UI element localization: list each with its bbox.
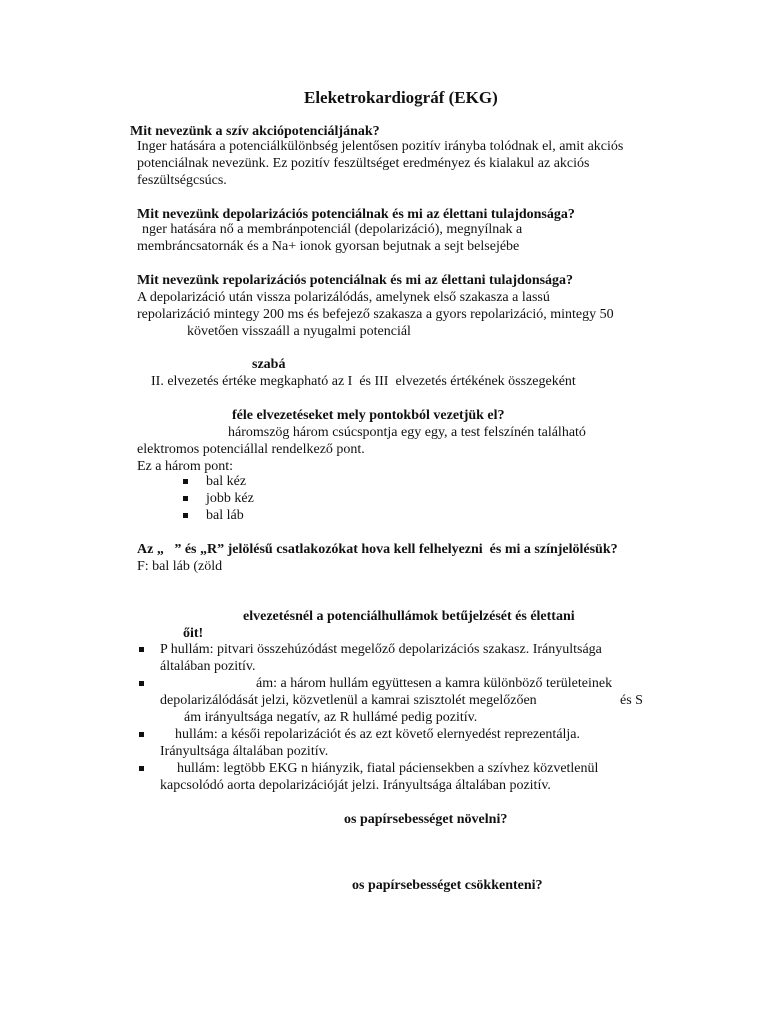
- list-item: hullám: legtöbb EKG n hiányzik, fiatal páciensekben a szívhez közvetlenül: [177, 761, 599, 776]
- answer-line: F: bal láb (zöld: [137, 559, 223, 574]
- answer-line: feszültségcsúcs.: [137, 173, 227, 188]
- question-waves-cont: őit!: [183, 626, 204, 641]
- bullet-square-icon: [139, 732, 144, 737]
- list-item: általában pozitív.: [160, 659, 256, 674]
- list-item: depolarizálódását jelzi, közvetlenül a kamrai szisztolét megelőzően: [160, 693, 537, 708]
- list-item: ám irányultsága negatív, az R hullámé pedig pozitív.: [184, 710, 478, 725]
- answer-line: elektromos potenciállal rendelkező pont.: [137, 442, 365, 457]
- bullet-square-icon: [183, 513, 188, 518]
- answer-line: repolarizáció mintegy 200 ms és befejező szakasza a gyors repolarizáció, mintegy 50: [137, 307, 614, 322]
- answer-line: Ez a három pont:: [137, 459, 234, 474]
- list-item: kapcsolódó aorta depolarizációját jelzi. Irányultsága általában pozitív.: [160, 778, 551, 793]
- bullet-square-icon: [183, 496, 188, 501]
- bullet-square-icon: [183, 479, 188, 484]
- answer-line: A depolarizáció után vissza polarizálódás, amelynek első szakasza a lassú: [137, 290, 550, 305]
- list-item: hullám: a késői repolarizációt és az ezt követő elernyedést reprezentálja.: [175, 727, 581, 742]
- question-depolarization: Mit nevezünk depolarizációs potenciálnak és mi az élettani tulajdonsága?: [137, 207, 575, 222]
- question-waves: elvezetésnél a potenciálhullámok betűjelzését és élettani: [243, 609, 575, 624]
- list-item: ám: a három hullám együttesen a kamra különböző területeinek: [256, 676, 613, 691]
- answer-line: háromszög három csúcspontja egy egy, a test felszínén található: [228, 425, 586, 440]
- answer-line: II. elvezetés értéke megkapható az I és III elvezetés értékének összegeként: [151, 374, 576, 389]
- question-lead-points: féle elvezetéseket mely pontokból vezetjük el?: [232, 408, 505, 423]
- question-action-potential: Mit nevezünk a szív akciópotenciáljának?: [130, 124, 380, 139]
- answer-line: membráncsatornák és a Na+ ionok gyorsan bejutnak a sejt belsejébe: [137, 239, 520, 254]
- list-item: P hullám: pitvari összehúzódást megelőző depolarizációs szakasz. Irányultsága: [160, 642, 602, 657]
- list-item: és S: [620, 693, 643, 708]
- bullet-square-icon: [139, 766, 144, 771]
- question-paper-speed-decrease: os papírsebességet csökkenteni?: [352, 878, 543, 893]
- question-einthoven-rule: szabá: [252, 357, 286, 372]
- list-item: Irányultsága általában pozitív.: [160, 744, 329, 759]
- answer-line: Inger hatására a potenciálkülönbség jelentősen pozitív irányba tolódnak el, amit akciós: [137, 139, 624, 154]
- bullet-square-icon: [139, 681, 144, 686]
- question-electrode-placement: Az „ ” és „R” jelölésű csatlakozókat hova kell felhelyezni és mi a színjelölésük?: [137, 542, 618, 557]
- document-title: Eleketrokardiográf (EKG): [304, 88, 498, 107]
- list-item: jobb kéz: [206, 491, 254, 506]
- answer-line: potenciálnak nevezünk. Ez pozitív feszültséget eredményez és kialakul az akciós: [137, 156, 590, 171]
- question-paper-speed-increase: os papírsebességet növelni?: [344, 812, 508, 827]
- answer-line: követően visszaáll a nyugalmi potenciál: [187, 324, 411, 339]
- bullet-square-icon: [139, 647, 144, 652]
- list-item: bal kéz: [206, 474, 247, 489]
- answer-line: nger hatására nő a membránpotenciál (depolarizáció), megnyílnak a: [142, 222, 523, 237]
- question-repolarization: Mit nevezünk repolarizációs potenciálnak és mi az élettani tulajdonsága?: [137, 273, 574, 288]
- list-item: bal láb: [206, 508, 244, 523]
